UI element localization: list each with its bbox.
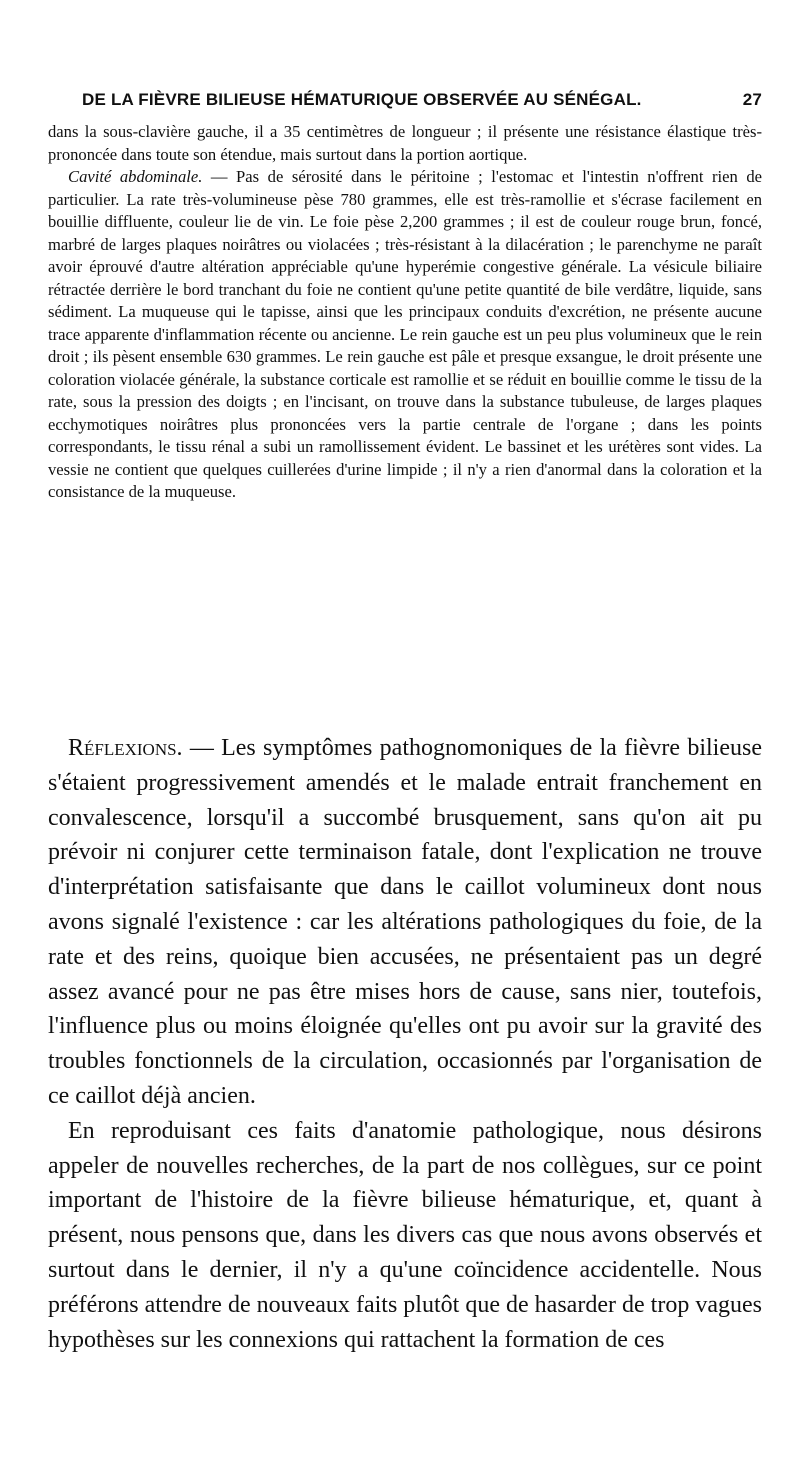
section-label-abdominal-cavity: Cavité abdominale. bbox=[68, 167, 203, 186]
paragraph-reflexions bbox=[48, 731, 762, 1114]
reflexions-text bbox=[48, 731, 762, 1357]
paragraph-abdominal-cavity bbox=[48, 166, 762, 504]
reflexions-body: — Les symptômes pathognomoniques de la fièvre bilieuse s'étaient progressivement amendés et le malade entrait franchement en convalescence, lorsqu'il a succombé brusquement, sans qu'on ait pu prévoir ni conjurer cette terminaison fatale, dont l'explication ne trouve d'interprétation satisfaisante que dans le caillot volumineux dont nous avons signalé l'existence : car les altérations pathologiques du foie, de la rate et des reins, quoique bien accusées, ne présentaient pas un degré assez avancé pour ne pas être mises hors de cause, sans nier, toutefois, l'influence plus ou moins éloignée qu'elles ont pu avoir sur la gravité des troubles fonctionnels de la circulation, occasionnés par l'organisation de ce caillot déjà ancien. bbox=[48, 735, 762, 1109]
header-title: DE LA FIÈVRE BILIEUSE HÉMATURIQUE OBSERVÉE AU SÉNÉGAL. bbox=[82, 90, 642, 109]
section-label-reflexions: Réflexions. bbox=[68, 735, 183, 761]
page-number: 27 bbox=[742, 90, 762, 109]
abdominal-cavity-text: — Pas de sérosité dans le péritoine ; l'estomac et l'intestin n'offrent rien de particulier. La rate très-volumineuse pèse 780 grammes, elle est très-ramollie et s'écrase facilement en bouillie diffluente, couleur lie de vin. Le foie pèse 2,200 grammes ; il est de couleur rouge brun, foncé, marbré de larges plaques noirâtres ou violacées ; très-résistant à la dilacération ; le parenchyme ne paraît avoir éprouvé d'autre altération appréciable qu'une hyperémie congestive générale. La vésicule biliaire rétractée derrière le bord tranchant du foie ne contient qu'une petite quantité de bile verdâtre, liquide, sans sédiment. La muqueuse qui le tapisse, ainsi que les principaux conduits d'excrétion, ne présente aucune trace apparente d'inflammation récente ou ancienne. Le rein gauche est un peu plus volumineux que le rein droit ; ils pèsent ensemble 630 grammes. Le rein gauche est pâle et presque exsangue, le droit présente une coloration violacée générale, la substance corticale est ramollie et se réduit en bouillie comme le tissu de la rate, sous la pression des doigts ; en l'incisant, on trouve dans la substance tubuleuse, de larges plaques ecchymotiques noirâtres plus prononcées vers la partie centrale de l'organe ; dans les points correspondants, le tissu rénal a subi un ramollissement évident. Le bassinet et les urétères sont vides. La vessie ne contient que quelques cuillerées d'urine limpide ; il n'y a rien d'anormal dans la coloration et la consistance de la muqueuse. bbox=[48, 167, 762, 501]
paragraph-conclusion: En reproduisant ces faits d'anatomie pathologique, nous désirons appeler de nouvelles recherches, de la part de nos collègues, sur ce point important de l'histoire de la fièvre bilieuse hématurique, et, quant à présent, nous pensons que, dans les divers cas que nous avons observés et surtout dans le dernier, il n'y a qu'une coïncidence accidentelle. Nous préférons attendre de nouveaux faits plutôt que de hasarder de trop vagues hypothèses sur les connexions qui rattachent la formation de ces bbox=[48, 1117, 762, 1353]
paragraph-subclavian: dans la sous-clavière gauche, il a 35 centimètres de longueur ; il présente une résistance élastique très-prononcée dans toute son étendue, mais surtout dans la portion aortique. bbox=[48, 122, 762, 164]
running-header bbox=[82, 90, 762, 110]
observation-text bbox=[48, 121, 762, 504]
